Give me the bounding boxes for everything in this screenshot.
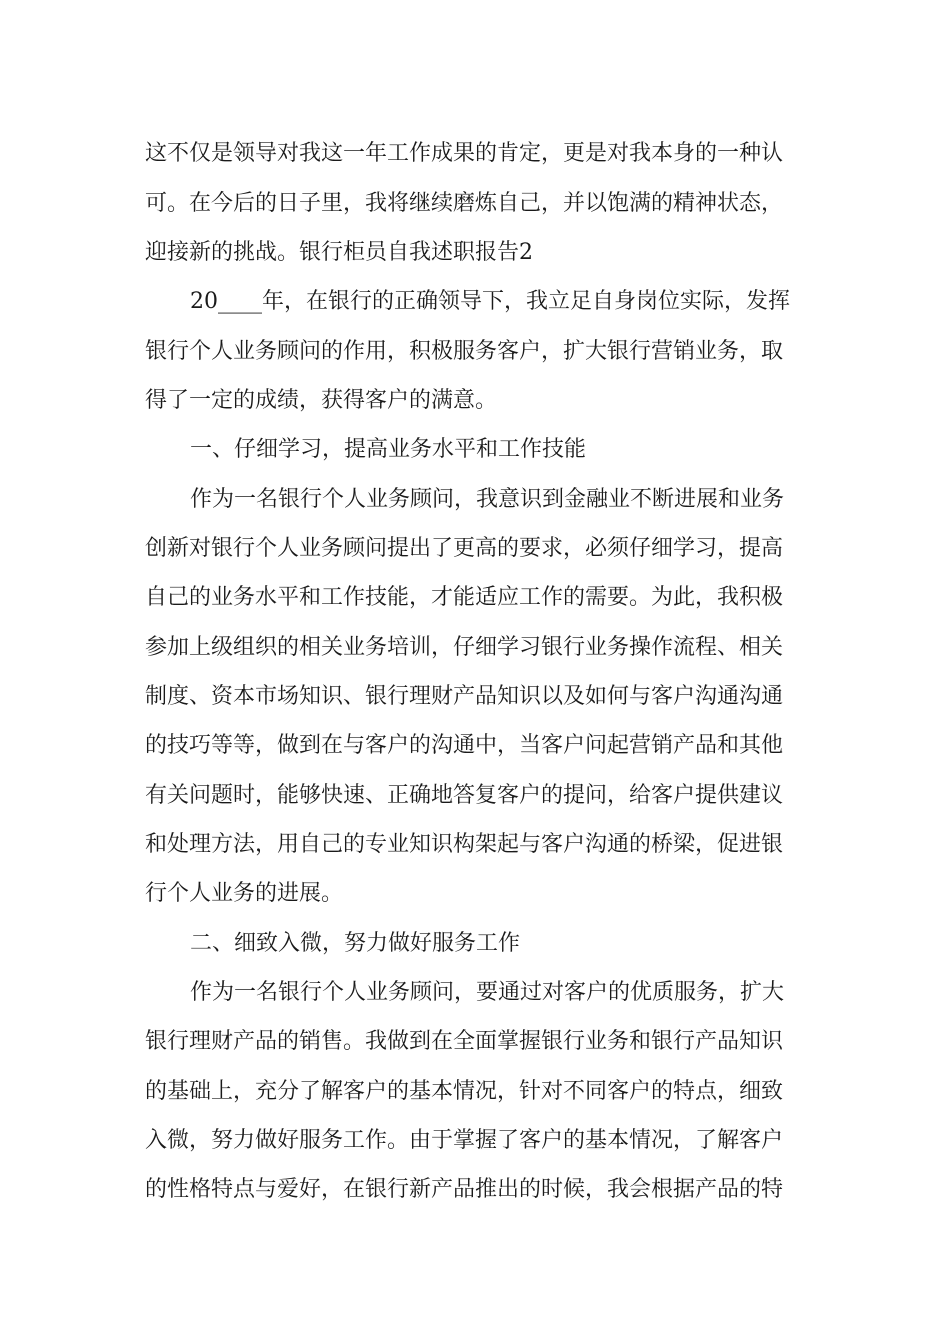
text-line: 作为一名银行个人业务顾问，我意识到金融业不断进展和业务 [190,487,785,512]
text-line: 制度、资本市场知识、银行理财产品知识以及如何与客户沟通沟通 [145,684,784,709]
text-line: 这不仅是领导对我这一年工作成果的肯定，更是对我本身的一种认 [145,141,784,166]
text-line: 得了一定的成绩，获得客户的满意。 [145,388,498,413]
text-line: 自己的业务水平和工作技能，才能适应工作的需要。为此，我积极 [145,585,784,610]
text-line: 行个人业务的进展。 [145,881,344,906]
text-line: 的基础上，充分了解客户的基本情况，针对不同客户的特点，细致 [145,1079,784,1104]
section-heading: 二、细致入微，努力做好服务工作 [190,931,521,956]
text-line: 创新对银行个人业务顾问提出了更高的要求，必须仔细学习，提高 [145,536,784,561]
text-line: 可。在今后的日子里，我将继续磨炼自己，并以饱满的精神状态， [145,191,784,216]
text-line: 入微，努力做好服务工作。由于掌握了客户的基本情况，了解客户 [145,1128,784,1153]
text-line: 有关问题时，能够快速、正确地答复客户的提问，给客户提供建议 [145,783,784,808]
section-heading: 一、仔细学习，提高业务水平和工作技能 [190,437,587,462]
text-line: 银行个人业务顾问的作用，积极服务客户，扩大银行营销业务，取 [145,339,784,364]
text-line: 银行理财产品的销售。我做到在全面掌握银行业务和银行产品知识 [145,1029,784,1054]
text-line: 参加上级组织的相关业务培训，仔细学习银行业务操作流程、相关 [145,635,784,660]
text-line: 作为一名银行个人业务顾问，要通过对客户的优质服务，扩大 [190,980,785,1005]
text-line: 和处理方法，用自己的专业知识构架起与客户沟通的桥梁，促进银 [145,832,784,857]
text-line: 迎接新的挑战。银行柜员自我述职报告2 [145,240,533,265]
text-line: 的性格特点与爱好，在银行新产品推出的时候，我会根据产品的特 [145,1177,784,1202]
text-line: 20____年，在银行的正确领导下，我立足自身岗位实际，发挥 [190,289,790,314]
text-line: 的技巧等等，做到在与客户的沟通中，当客户问起营销产品和其他 [145,733,784,758]
